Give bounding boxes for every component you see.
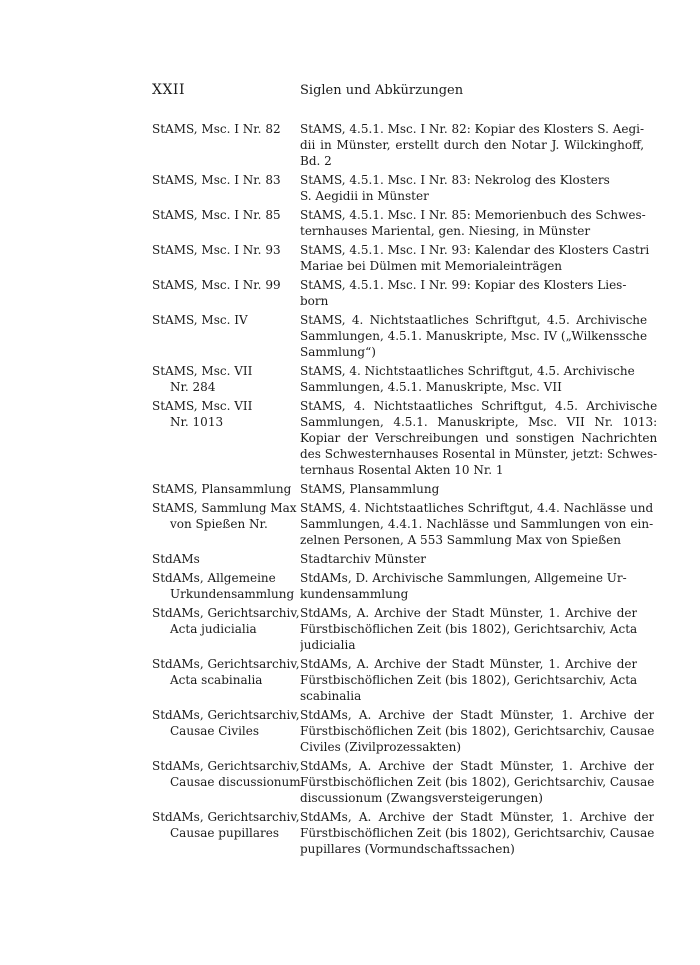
- abbreviation-definition-line: Kopiar der Verschreibungen und sonstigen Nachrichten: [300, 431, 658, 445]
- abbreviation-definition-line: StdAMs, A. Archive der Stadt Münster, 1. Archive der: [300, 810, 655, 824]
- abbreviation-definition-line: StdAMs, A. Archive der Stadt Münster, 1. Archive der: [300, 759, 655, 773]
- abbreviation-term-line: Causae discussionum: [170, 775, 301, 789]
- abbreviation-entry: [152, 605, 638, 653]
- abbreviation-entry: [152, 277, 627, 309]
- abbreviation-definition-line: StdAMs, D. Archivische Sammlungen, Allgemeine Ur-: [300, 571, 627, 585]
- abbreviation-term: [152, 758, 300, 790]
- abbreviation-term-line: Nr. 284: [170, 380, 216, 394]
- running-title: Siglen und Abkürzungen: [300, 83, 464, 98]
- abbreviation-definition-line: scabinalia: [300, 689, 362, 703]
- abbreviation-term-line: StdAMs, Gerichtsarchiv,: [152, 657, 300, 671]
- abbreviation-definition: [300, 758, 654, 806]
- abbreviation-entry: [152, 172, 610, 204]
- abbreviation-definition: [300, 570, 627, 602]
- abbreviation-definition-line: StAMS, 4. Nichtstaatliches Schriftgut, 4.5. Archivische: [300, 364, 635, 378]
- abbreviation-term: [152, 398, 300, 430]
- abbreviation-term: [152, 707, 300, 739]
- abbreviation-term-line: Causae pupillares: [170, 826, 280, 840]
- abbreviation-definition-line: StAMS, 4.5.1. Msc. I Nr. 83: Nekrolog des Klosters: [300, 173, 610, 187]
- abbreviation-definition: [300, 242, 649, 274]
- abbreviation-entry: [152, 481, 604, 497]
- abbreviation-definition-line: ternhauses Mariental, gen. Niesing, in Münster: [300, 224, 591, 238]
- abbreviation-definition: [300, 481, 604, 497]
- abbreviation-definition-line: Sammlungen, 4.5.1. Manuskripte, Msc. VII Nr. 1013:: [300, 415, 658, 429]
- abbreviation-definition-line: born: [300, 294, 329, 308]
- abbreviation-term-line: StdAMs, Gerichtsarchiv,: [152, 708, 300, 722]
- abbreviation-entry: [152, 809, 655, 857]
- abbreviation-definition-line: StdAMs, A. Archive der Stadt Münster, 1. Archive der: [300, 708, 655, 722]
- abbreviation-definition-line: StAMS, 4. Nichtstaatliches Schriftgut, 4.4. Nachlässe und: [300, 501, 654, 515]
- abbreviation-term-line: StdAMs: [152, 552, 200, 566]
- abbreviation-definition-line: StAMS, 4.5.1. Msc. I Nr. 99: Kopiar des Klosters Lies-: [300, 278, 627, 292]
- abbreviation-term-line: StAMS, Msc. IV: [152, 313, 248, 327]
- abbreviation-term: [152, 172, 300, 188]
- abbreviation-entry: [152, 121, 645, 169]
- abbreviation-definition-line: Stadtarchiv Münster: [300, 552, 427, 566]
- abbreviation-term-line: Nr. 1013: [170, 415, 224, 429]
- abbreviation-entry: [152, 242, 650, 274]
- abbreviation-term-line: StAMS, Msc. VII: [152, 399, 253, 413]
- abbreviation-definition-line: StAMS, 4.5.1. Msc. I Nr. 85: Memorienbuch des Schwes-: [300, 208, 646, 222]
- abbreviation-definition-line: judicialia: [300, 638, 356, 652]
- abbreviation-definition-line: zelnen Personen, A 553 Sammlung Max von Spießen: [300, 533, 621, 547]
- abbreviation-term: [152, 551, 300, 567]
- abbreviation-term: [152, 809, 300, 841]
- abbreviation-term: [152, 500, 300, 532]
- abbreviation-definition-line: Sammlungen, 4.5.1. Manuskripte, Msc. VII: [300, 380, 562, 394]
- abbreviation-definition-line: StAMS, 4. Nichtstaatliches Schriftgut, 4.5. Archivische: [300, 399, 658, 413]
- abbreviation-term-line: StAMS, Msc. I Nr. 93: [152, 243, 281, 257]
- abbreviation-term-line: von Spießen Nr.: [170, 517, 268, 531]
- abbreviation-entry: [152, 207, 646, 239]
- abbreviation-term: [152, 242, 300, 258]
- abbreviation-term: [152, 570, 300, 602]
- abbreviation-term: [152, 277, 300, 293]
- abbreviation-definition: [300, 707, 654, 755]
- abbreviation-definition-line: Bd. 2: [300, 154, 332, 168]
- abbreviation-term-line: StAMS, Plansammlung: [152, 482, 292, 496]
- abbreviation-term: [152, 481, 300, 497]
- abbreviation-definition-line: Sammlungen, 4.4.1. Nachlässe und Sammlungen von ein-: [300, 517, 654, 531]
- abbreviation-entry: [152, 551, 604, 567]
- abbreviation-term: [152, 363, 300, 395]
- abbreviation-definition-line: S. Aegidii in Münster: [300, 189, 429, 203]
- abbreviation-definition-line: kundensammlung: [300, 587, 409, 601]
- abbreviation-definition-line: Fürstbischöflichen Zeit (bis 1802), Gerichtsarchiv, Causae: [300, 724, 655, 738]
- abbreviation-definition-line: StdAMs, A. Archive der Stadt Münster, 1. Archive der: [300, 606, 638, 620]
- abbreviation-definition: [300, 551, 604, 567]
- abbreviation-definition-line: discussionum (Zwangsversteigerungen): [300, 791, 543, 805]
- abbreviation-definition: [300, 398, 657, 478]
- abbreviation-term-line: StAMS, Msc. VII: [152, 364, 253, 378]
- abbreviation-term-line: StAMS, Sammlung Max: [152, 501, 297, 515]
- abbreviation-entry: [152, 500, 654, 548]
- abbreviation-term-line: StAMS, Msc. I Nr. 99: [152, 278, 281, 292]
- abbreviation-term-line: StAMS, Msc. I Nr. 83: [152, 173, 281, 187]
- abbreviation-definition-line: Fürstbischöflichen Zeit (bis 1802), Gerichtsarchiv, Acta: [300, 673, 638, 687]
- abbreviation-definition-line: Fürstbischöflichen Zeit (bis 1802), Gerichtsarchiv, Acta: [300, 622, 638, 636]
- abbreviation-term-line: StdAMs, Gerichtsarchiv,: [152, 810, 300, 824]
- abbreviation-definition: [300, 500, 653, 548]
- abbreviation-definition: [300, 172, 610, 204]
- abbreviation-entry: [152, 363, 635, 395]
- abbreviation-term-line: StdAMs, Allgemeine: [152, 571, 276, 585]
- abbreviation-definition-line: StAMS, 4.5.1. Msc. I Nr. 82: Kopiar des Klosters S. Aegi-: [300, 122, 645, 136]
- abbreviation-definition-line: Fürstbischöflichen Zeit (bis 1802), Gerichtsarchiv, Causae: [300, 826, 655, 840]
- abbreviation-entry: [152, 656, 638, 704]
- abbreviation-definition-line: Sammlung“): [300, 345, 376, 359]
- abbreviation-definition: [300, 207, 646, 239]
- abbreviation-definition: [300, 605, 637, 653]
- abbreviation-entry: [152, 398, 658, 478]
- abbreviation-definition-line: pupillares (Vormundschaftssachen): [300, 842, 515, 856]
- running-header: [152, 82, 602, 106]
- abbreviation-term: [152, 207, 300, 223]
- abbreviation-term-line: StdAMs, Gerichtsarchiv,: [152, 759, 300, 773]
- abbreviation-definition: [300, 121, 644, 169]
- abbreviation-entry: [152, 758, 655, 806]
- page-number: XXII: [152, 82, 185, 98]
- abbreviation-term: [152, 656, 300, 688]
- abbreviation-term-line: Acta scabinalia: [170, 673, 263, 687]
- abbreviation-definition: [300, 312, 647, 360]
- abbreviation-term-line: StAMS, Msc. I Nr. 82: [152, 122, 281, 136]
- abbreviation-definition-line: Mariae bei Dülmen mit Memorialeinträgen: [300, 259, 563, 273]
- abbreviation-definition-line: StAMS, 4.5.1. Msc. I Nr. 93: Kalendar des Klosters Castri: [300, 243, 650, 257]
- abbreviation-term: [152, 312, 300, 328]
- abbreviation-definition-line: Sammlungen, 4.5.1. Manuskripte, Msc. IV („Wilkenssche: [300, 329, 648, 343]
- abbreviation-definition-line: StdAMs, A. Archive der Stadt Münster, 1. Archive der: [300, 657, 638, 671]
- abbreviation-definition-line: ternhaus Rosental Akten 10 Nr. 1: [300, 463, 504, 477]
- abbreviation-entry: [152, 312, 648, 360]
- abbreviation-term-line: StdAMs, Gerichtsarchiv,: [152, 606, 300, 620]
- abbreviation-list: [152, 121, 658, 860]
- abbreviation-term: [152, 121, 300, 137]
- abbreviation-definition: [300, 363, 635, 395]
- abbreviation-definition-line: Civiles (Zivilprozessakten): [300, 740, 462, 754]
- abbreviation-term-line: Causae Civiles: [170, 724, 260, 738]
- abbreviation-term-line: Acta judicialia: [170, 622, 257, 636]
- abbreviation-definition-line: StAMS, 4. Nichtstaatliches Schriftgut, 4.5. Archivische: [300, 313, 648, 327]
- abbreviation-definition: [300, 656, 637, 704]
- abbreviation-definition-line: Fürstbischöflichen Zeit (bis 1802), Gerichtsarchiv, Causae: [300, 775, 655, 789]
- abbreviation-definition-line: StAMS, Plansammlung: [300, 482, 440, 496]
- abbreviation-term-line: Urkundensammlung: [170, 587, 295, 601]
- abbreviation-entry: [152, 707, 655, 755]
- abbreviation-definition-line: des Schwesternhauses Rosental in Münster, jetzt: Schwes-: [300, 447, 658, 461]
- abbreviation-definition: [300, 277, 626, 309]
- abbreviation-term: [152, 605, 300, 637]
- abbreviation-entry: [152, 570, 627, 602]
- abbreviation-term-line: StAMS, Msc. I Nr. 85: [152, 208, 281, 222]
- abbreviation-definition: [300, 809, 654, 857]
- abbreviation-definition-line: dii in Münster, erstellt durch den Notar J. Wilckinghoff,: [300, 138, 645, 152]
